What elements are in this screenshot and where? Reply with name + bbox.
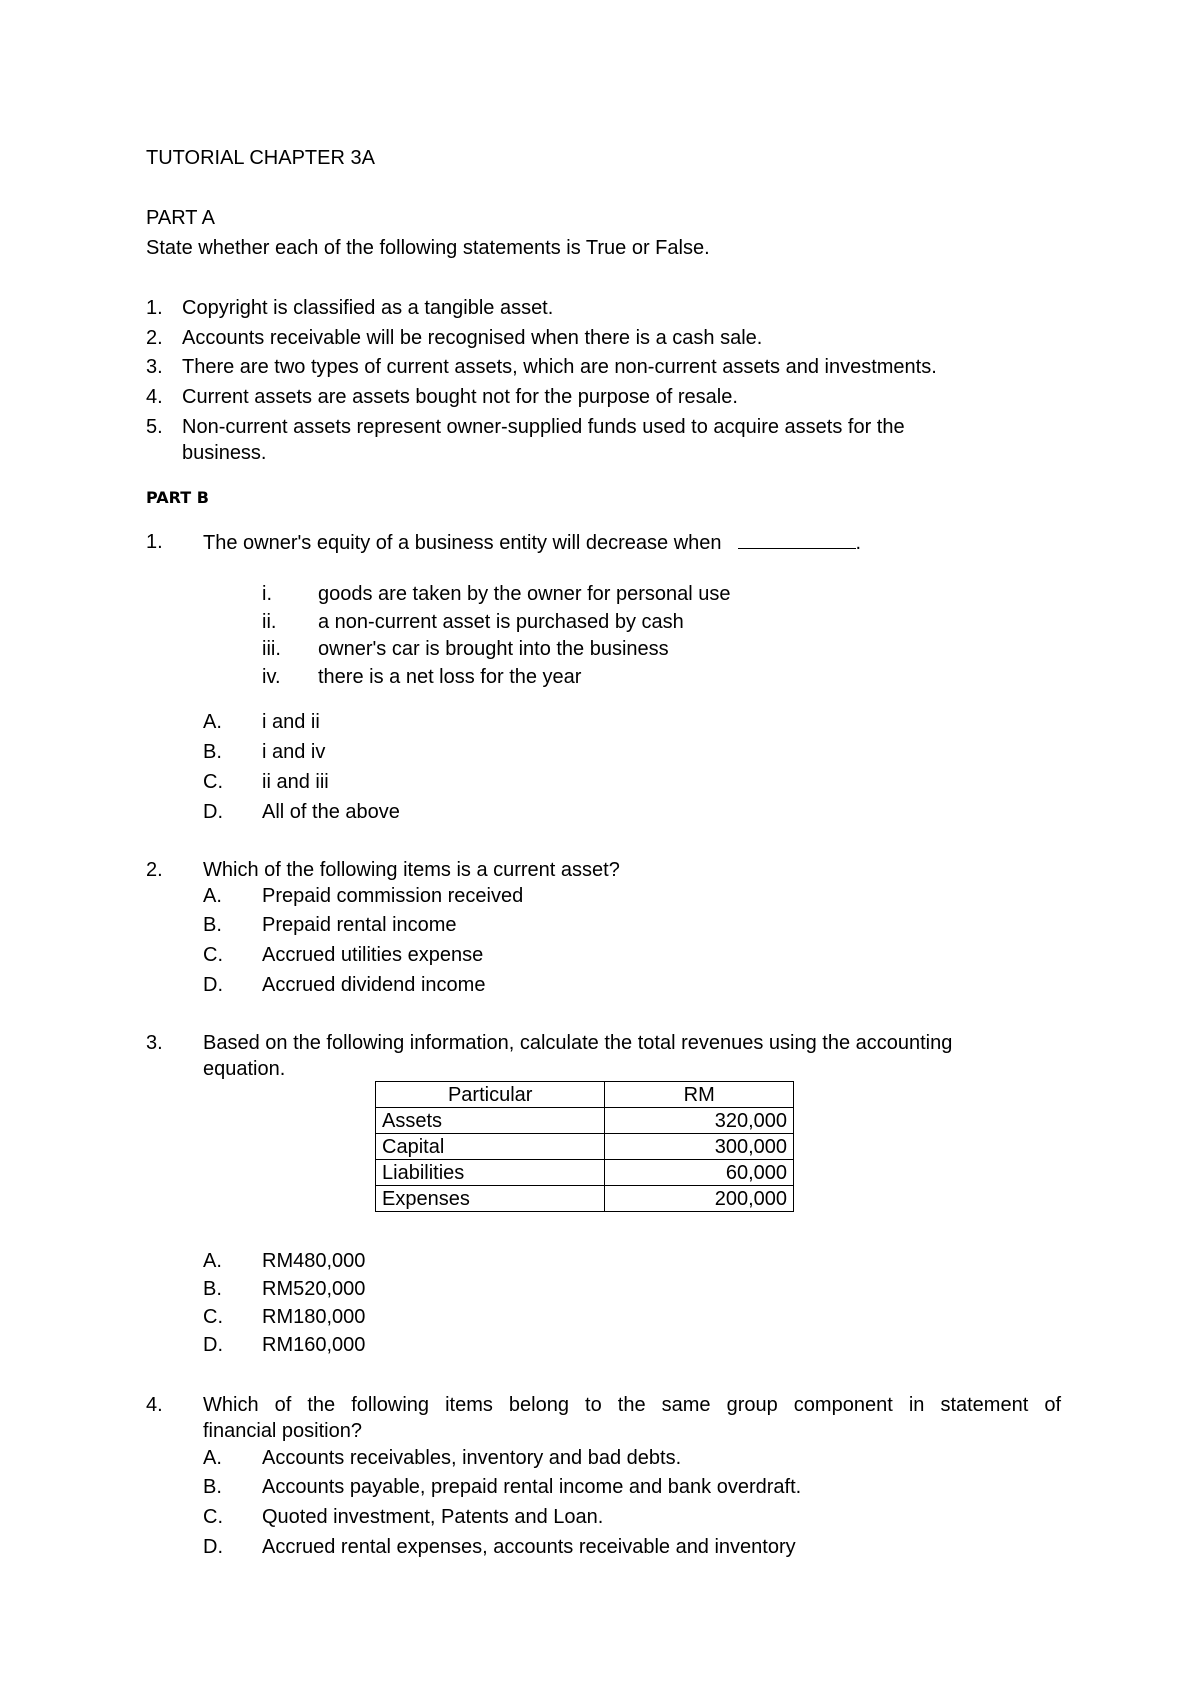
roman-number: iii.	[262, 638, 281, 660]
option-text: Accrued utilities expense	[262, 944, 484, 966]
document-title: TUTORIAL CHAPTER 3A	[146, 147, 375, 169]
list-item: Current assets are assets bought not for the purpose of resale.	[182, 386, 738, 408]
part-a-instruction: State whether each of the following statements is True or False.	[146, 237, 710, 259]
option-letter: D.	[203, 974, 223, 996]
question-number: 2.	[146, 859, 163, 881]
question-number: 3.	[146, 1032, 163, 1054]
roman-number: i.	[262, 583, 272, 605]
option-letter: D.	[203, 1536, 223, 1558]
option-text: All of the above	[262, 801, 400, 823]
roman-item: goods are taken by the owner for personal use	[318, 583, 731, 605]
option-letter: B.	[203, 1476, 222, 1498]
table-cell-particular: Expenses	[376, 1186, 605, 1212]
list-item-number: 5.	[146, 416, 163, 438]
option-text: Prepaid rental income	[262, 914, 457, 936]
answer-blank	[738, 530, 856, 549]
option-text: RM520,000	[262, 1278, 366, 1300]
question-stem	[203, 530, 861, 555]
table-cell-amount: 60,000	[605, 1160, 794, 1186]
financial-data-table	[375, 1081, 794, 1212]
list-item: Copyright is classified as a tangible asset.	[182, 297, 554, 319]
roman-item: owner's car is brought into the business	[318, 638, 669, 660]
option-text: RM160,000	[262, 1334, 366, 1356]
roman-number: ii.	[262, 611, 277, 633]
option-letter: D.	[203, 801, 223, 823]
list-item: There are two types of current assets, which are non-current assets and investments.	[182, 356, 937, 378]
option-text: ii and iii	[262, 771, 329, 793]
option-text: Quoted investment, Patents and Loan.	[262, 1506, 604, 1528]
table-cell-amount: 320,000	[605, 1108, 794, 1134]
table-row	[376, 1160, 794, 1186]
roman-number: iv.	[262, 666, 281, 688]
question-stem-end: .	[855, 532, 862, 554]
part-a-heading: PART A	[146, 207, 215, 229]
question-stem-continuation: financial position?	[203, 1420, 362, 1442]
table-row	[376, 1108, 794, 1134]
question-number: 4.	[146, 1394, 163, 1416]
option-letter: A.	[203, 1447, 222, 1469]
question-stem: Based on the following information, calculate the total revenues using the accounting	[203, 1032, 953, 1054]
option-letter: B.	[203, 1278, 222, 1300]
table-cell-particular: Assets	[376, 1108, 605, 1134]
option-text: i and iv	[262, 741, 326, 763]
option-letter: A.	[203, 1250, 222, 1272]
option-text: Accrued dividend income	[262, 974, 486, 996]
list-item: Accounts receivable will be recognised when there is a cash sale.	[182, 327, 763, 349]
option-text: i and ii	[262, 711, 320, 733]
option-text: Prepaid commission received	[262, 885, 524, 907]
roman-item: there is a net loss for the year	[318, 666, 582, 688]
question-stem-text: The owner's equity of a business entity will decrease when	[203, 532, 722, 554]
table-cell-amount: 200,000	[605, 1186, 794, 1212]
option-letter: B.	[203, 914, 222, 936]
option-letter: C.	[203, 944, 223, 966]
option-letter: A.	[203, 885, 222, 907]
table-row	[376, 1134, 794, 1160]
option-letter: C.	[203, 1306, 223, 1328]
question-stem: Which of the following items belong to the same group component in statement of	[203, 1394, 1061, 1416]
list-item-number: 4.	[146, 386, 163, 408]
option-letter: C.	[203, 1506, 223, 1528]
option-text: Accounts receivables, inventory and bad debts.	[262, 1447, 682, 1469]
column-header-rm: RM	[605, 1082, 794, 1108]
option-letter: B.	[203, 741, 222, 763]
list-item: Non-current assets represent owner-supplied funds used to acquire assets for the	[182, 416, 905, 438]
option-text: Accounts payable, prepaid rental income and bank overdraft.	[262, 1476, 802, 1498]
list-item-number: 1.	[146, 297, 163, 319]
list-item-number: 2.	[146, 327, 163, 349]
option-text: Accrued rental expenses, accounts receivable and inventory	[262, 1536, 796, 1558]
list-item-continuation: business.	[182, 442, 267, 464]
table-cell-particular: Liabilities	[376, 1160, 605, 1186]
question-stem-continuation: equation.	[203, 1058, 286, 1080]
question-number: 1.	[146, 531, 163, 553]
roman-item: a non-current asset is purchased by cash	[318, 611, 684, 633]
list-item-number: 3.	[146, 356, 163, 378]
option-letter: C.	[203, 771, 223, 793]
part-b-heading: PART B	[146, 488, 209, 507]
question-stem: Which of the following items is a current asset?	[203, 859, 620, 881]
table-row	[376, 1186, 794, 1212]
option-text: RM180,000	[262, 1306, 366, 1328]
option-letter: D.	[203, 1334, 223, 1356]
option-text: RM480,000	[262, 1250, 366, 1272]
option-letter: A.	[203, 711, 222, 733]
column-header-particular: Particular	[376, 1082, 605, 1108]
table-cell-particular: Capital	[376, 1134, 605, 1160]
table-cell-amount: 300,000	[605, 1134, 794, 1160]
table-header-row	[376, 1082, 794, 1108]
